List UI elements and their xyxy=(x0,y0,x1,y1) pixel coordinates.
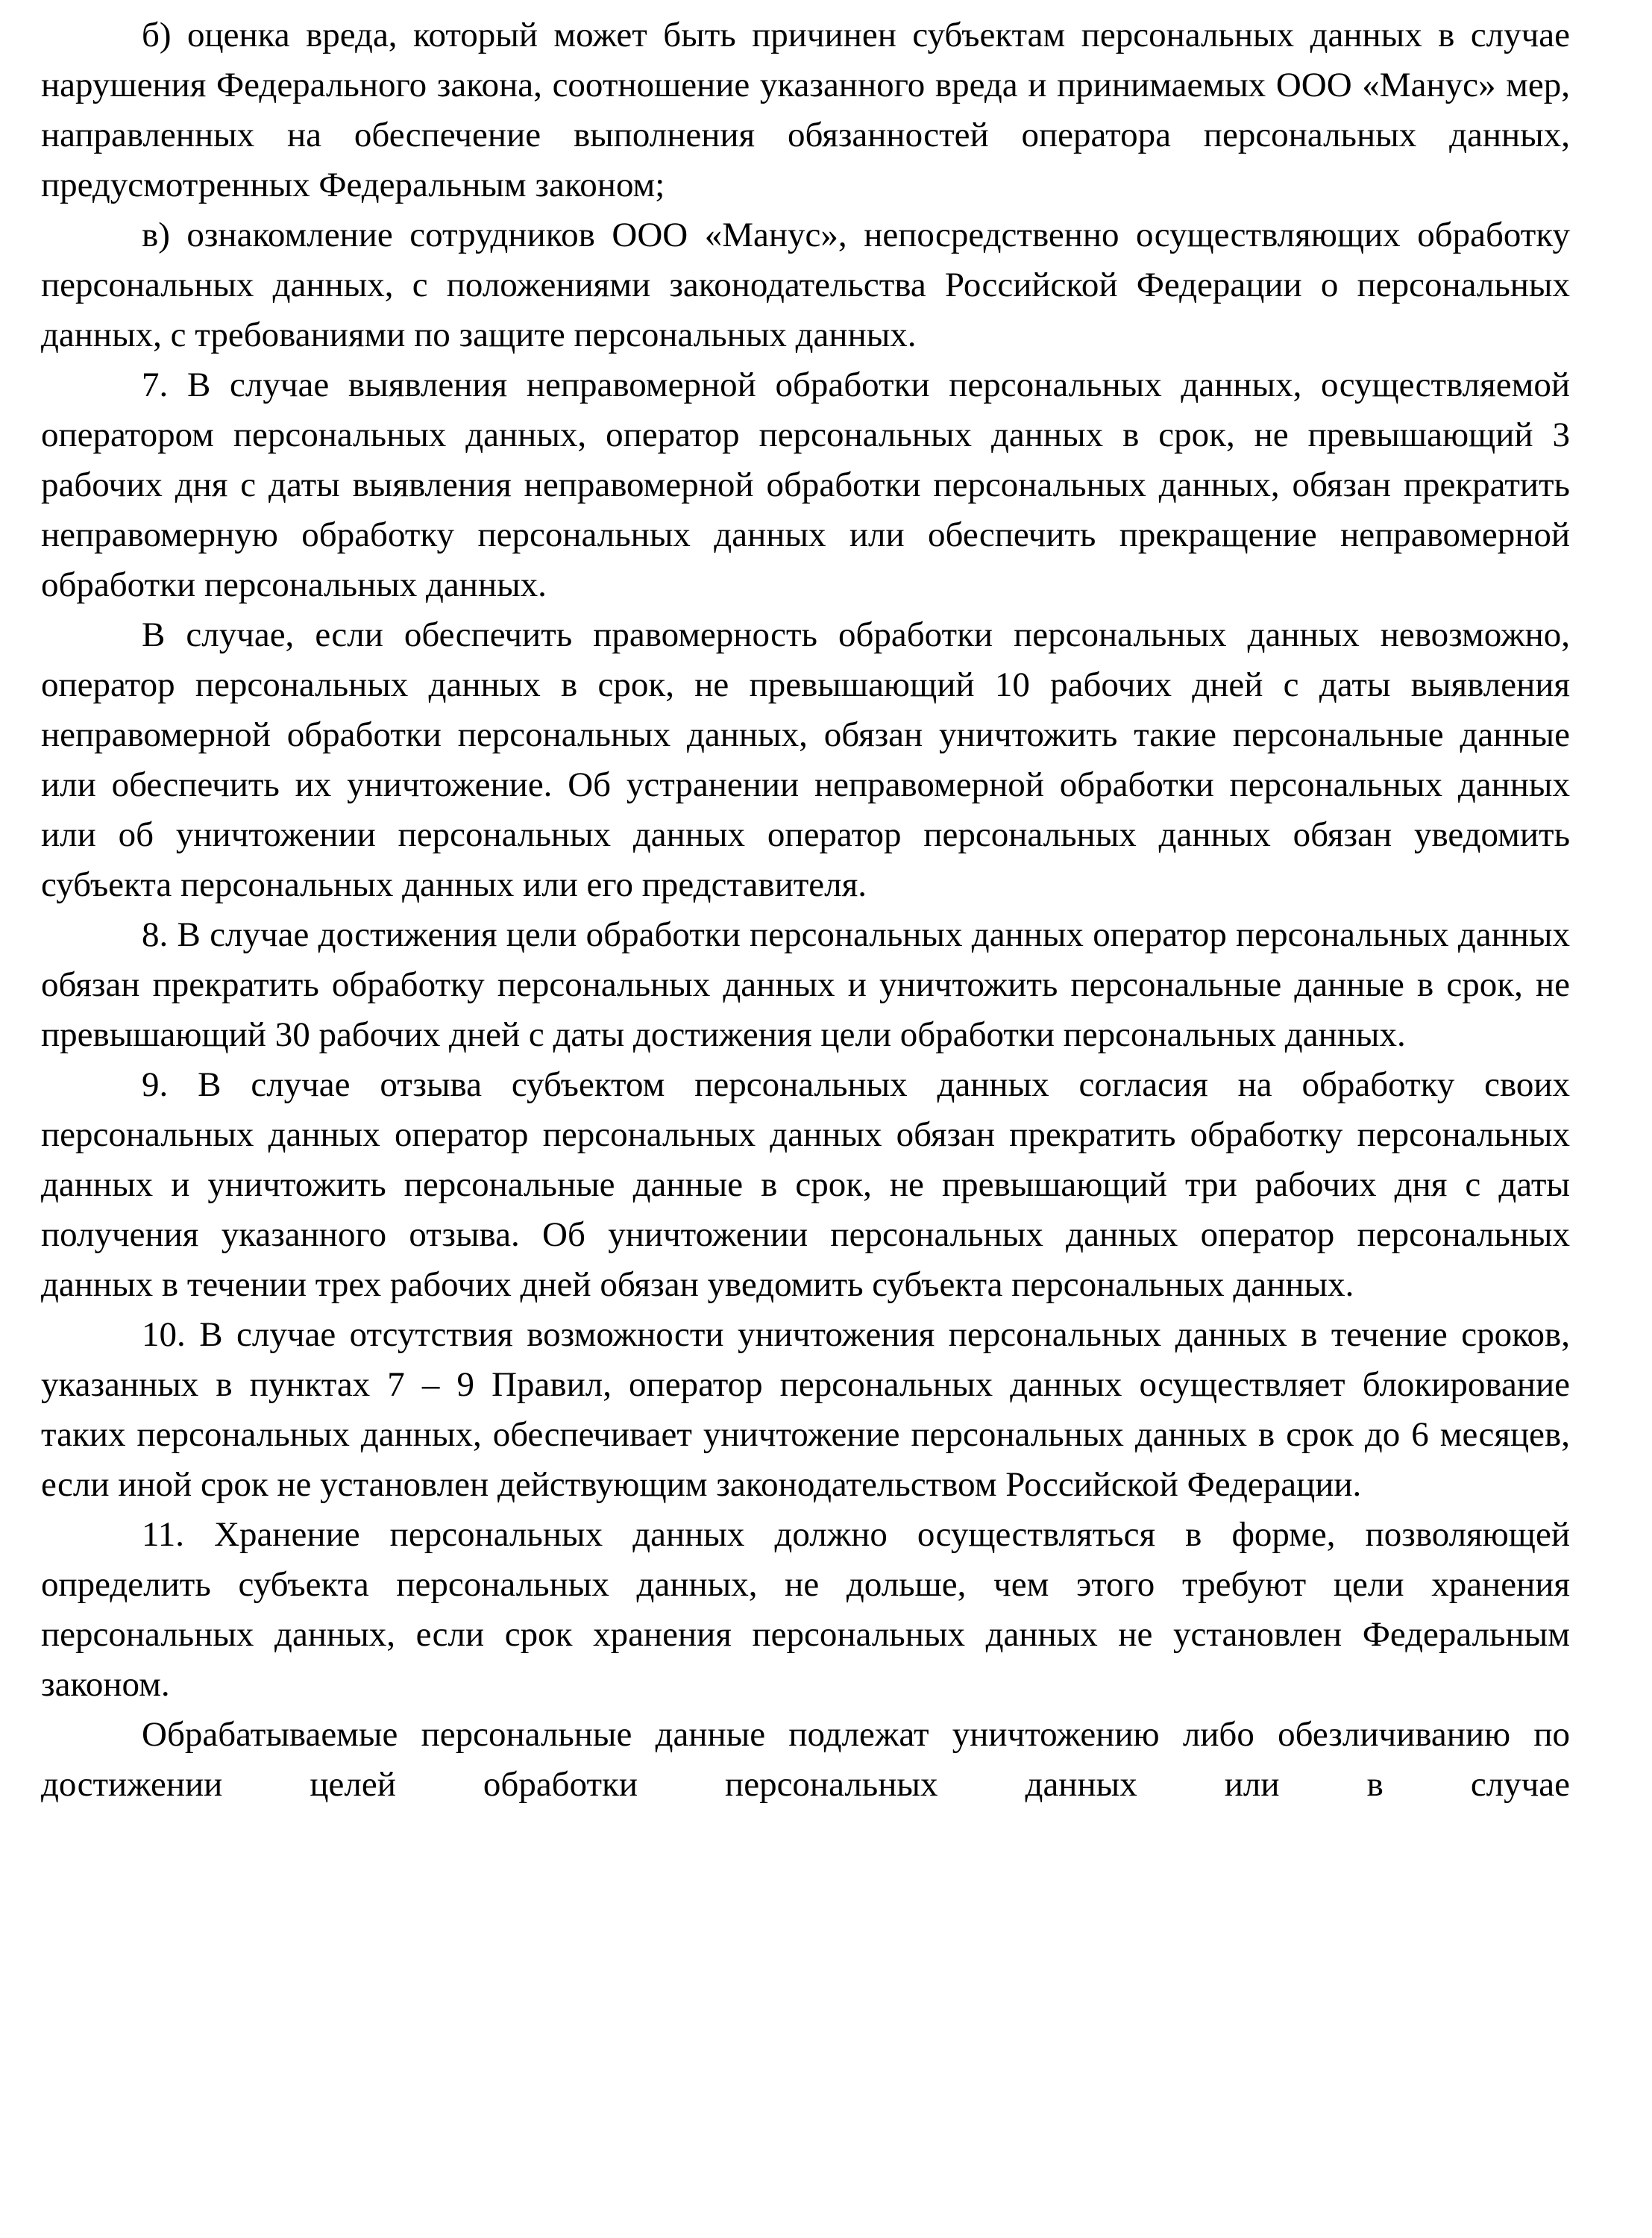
paragraph-item-7-continuation: В случае, если обеспечить правомерность обработки персональных данных невозможно, оператор персональных данных в срок, не превышающий 10 рабочих дней с даты выявления неправомерной обработки персональных данных, обязан уничтожить такие персональные данные или обеспечить их уничтожение. Об устранении неправомерной обработки персональных данных или об уничтожении персональных данных оператор персональных данных обязан уведомить субъекта персональных данных или его представителя. xyxy=(41,615,1570,904)
paragraph-item-b: б) оценка вреда, который может быть причинен субъектам персональных данных в случае нарушения Федерального закона, соотношение указанного вреда и принимаемых ООО «Манус» мер, направленных на обеспечение выполнения обязанностей оператора персональных данных, предусмотренных Федеральным законом; xyxy=(41,16,1570,204)
document-text-body xyxy=(41,10,1570,1810)
paragraph-item-10: 10. В случае отсутствия возможности уничтожения персональных данных в течение сроков, указанных в пунктах 7 – 9 Правил, оператор персональных данных осуществляет блокирование таких персональных данных, обеспечивает уничтожение персональных данных в срок до 6 месяцев, если иной срок не установлен действующим законодательством Российской Федерации. xyxy=(41,1315,1570,1504)
paragraph-item-11: 11. Хранение персональных данных должно осуществляться в форме, позволяющей определить субъекта персональных данных, не дольше, чем этого требуют цели хранения персональных данных, если срок хранения персональных данных не установлен Федеральным законом. xyxy=(41,1515,1570,1704)
paragraph-item-8: 8. В случае достижения цели обработки персональных данных оператор персональных данных обязан прекратить обработку персональных данных и уничтожить персональные данные в срок, не превышающий 30 рабочих дней с даты достижения цели обработки персональных данных. xyxy=(41,915,1570,1054)
paragraph-item-7: 7. В случае выявления неправомерной обработки персональных данных, осуществляемой оператором персональных данных, оператор персональных данных в срок, не превышающий 3 рабочих дня с даты выявления неправомерной обработки персональных данных, обязан прекратить неправомерную обработку персональных данных или обеспечить прекращение неправомерной обработки персональных данных. xyxy=(41,366,1570,604)
paragraph-item-11-continuation: Обрабатываемые персональные данные подлежат уничтожению либо обезличиванию по достижении целей обработки персональных данных или в случае xyxy=(41,1715,1570,1804)
paragraph-item-v: в) ознакомление сотрудников ООО «Манус», непосредственно осуществляющих обработку персональных данных, с положениями законодательства Российской Федерации о персональных данных, с требованиями по защите персональных данных. xyxy=(41,216,1570,354)
paragraph-item-9: 9. В случае отзыва субъектом персональных данных согласия на обработку своих персональных данных оператор персональных данных обязан прекратить обработку персональных данных и уничтожить персональные данные в срок, не превышающий три рабочих дня с даты получения указанного отзыва. Об уничтожении персональных данных оператор персональных данных в течении трех рабочих дней обязан уведомить субъекта персональных данных. xyxy=(41,1065,1570,1304)
